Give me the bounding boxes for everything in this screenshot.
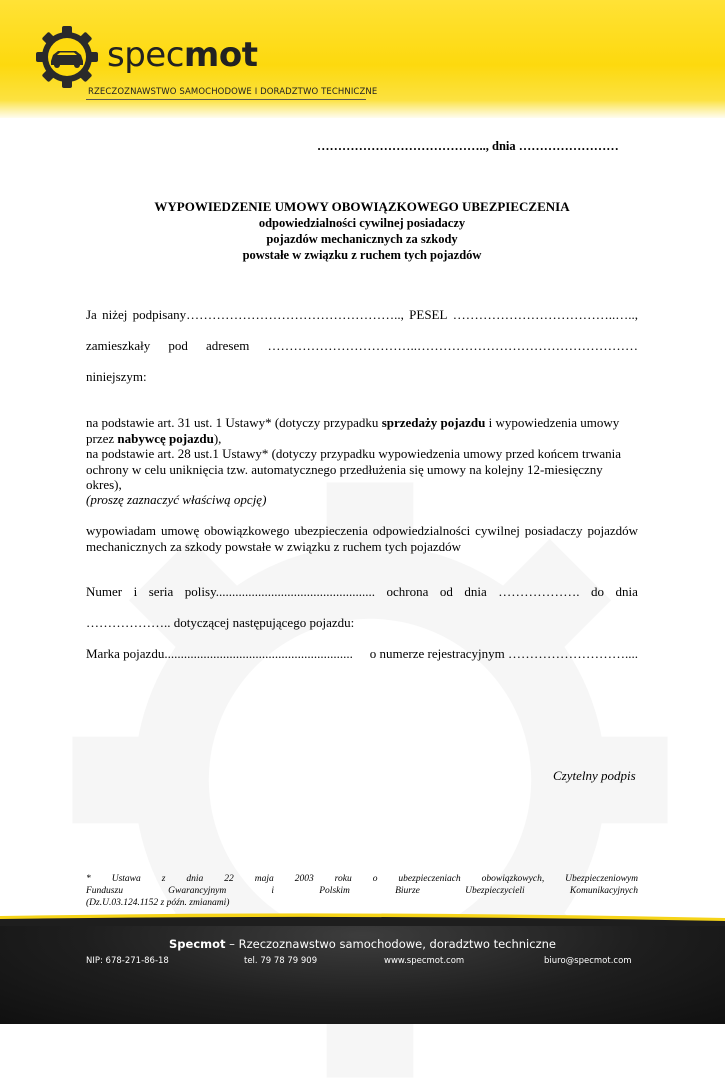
title-line-1: WYPOWIEDZENIE UMOWY OBOWIĄZKOWEGO UBEZPIECZENIA bbox=[154, 199, 570, 214]
footnote bbox=[86, 873, 638, 909]
coverage-from-field: ………………. bbox=[498, 584, 580, 599]
pesel-field: ………………………………..….., bbox=[452, 307, 638, 322]
footer-phone: tel. 79 78 79 909 bbox=[244, 956, 318, 966]
ground-option-sale bbox=[86, 415, 638, 446]
ground-sale-bold-2: nabywcę pojazdu bbox=[117, 430, 214, 446]
signatory-row bbox=[86, 307, 638, 323]
footnote-word: obowiązkowych, bbox=[481, 874, 545, 884]
ground-sale-text-e: ), bbox=[213, 430, 222, 446]
address-word-2: pod bbox=[168, 338, 188, 353]
footer-yellow-swoosh bbox=[0, 912, 725, 926]
footnote-word: * bbox=[86, 874, 91, 884]
footnote-word: Biurze bbox=[395, 886, 420, 896]
footer-company: Specmot bbox=[169, 937, 226, 951]
footnote-word: Funduszu bbox=[86, 886, 123, 896]
signatory-name-field: podpisany………………………………………….., bbox=[132, 307, 404, 322]
footer-website-link[interactable]: www.specmot.com bbox=[384, 956, 465, 966]
policy-number-field: polisy................................................. bbox=[184, 584, 375, 599]
footnote-word: roku bbox=[334, 874, 352, 884]
footnote-word: Polskim bbox=[319, 886, 350, 896]
termination-statement: wypowiadam umowę obowiązkowego ubezpieczenia odpowiedzialności cywilnej posiadaczy pojazdów mechanicznych za szkody powstałe w związku z ruchem tych pojazdów bbox=[86, 523, 638, 554]
policy-word-2: i bbox=[133, 584, 138, 599]
brand-light: spec bbox=[107, 35, 184, 75]
brand-bold: mot bbox=[183, 35, 258, 75]
footer-company-desc: – Rzeczoznawstwo samochodowe, doradztwo techniczne bbox=[225, 937, 556, 951]
footnote-word: 2003 bbox=[294, 874, 314, 884]
title-line-2: odpowiedzialności cywilnej posiadaczy bbox=[258, 216, 466, 230]
address-word-3: adresem bbox=[206, 338, 250, 353]
brand-tagline: RZECZOZNAWSTWO SAMOCHODOWE I DORADZTWO TECHNICZNE bbox=[88, 87, 378, 97]
title-line-3: pojazdów mechanicznych za szkody bbox=[266, 232, 458, 246]
footnote-word: maja bbox=[254, 874, 274, 884]
policy-word-1: Numer bbox=[86, 584, 123, 599]
brand-name bbox=[107, 35, 257, 75]
policy-word-6: od bbox=[439, 584, 453, 599]
address-field: ……………………………..…………………………………………… bbox=[267, 338, 638, 353]
policy-row bbox=[86, 584, 638, 600]
ground-sale-text-a: na podstawie art. 31 ust. 1 Ustawy* (dotyczy przypadku bbox=[86, 415, 382, 430]
vehicle-brand-field: Marka pojazdu.......................................................... bbox=[86, 646, 353, 661]
policy-word-9: do bbox=[591, 584, 604, 599]
footnote-word: Ubezpieczycieli bbox=[465, 886, 525, 896]
address-row bbox=[86, 338, 638, 354]
choose-option-note: (proszę zaznaczyć właściwą opcję) bbox=[86, 492, 267, 507]
policy-word-5: ochrona bbox=[386, 584, 429, 599]
footnote-word: Ustawa bbox=[111, 874, 141, 884]
header-fade bbox=[0, 100, 725, 120]
footnote-word: 22 bbox=[224, 874, 234, 884]
place-date-line: ………………………………….., dnia …………………… bbox=[317, 139, 619, 153]
footer-nip: NIP: 678-271-86-18 bbox=[86, 956, 169, 966]
footnote-word: Komunikacyjnych bbox=[569, 886, 638, 896]
title-line-4: powstałe w związku z ruchem tych pojazdów bbox=[242, 248, 482, 262]
address-word-1: zamieszkały bbox=[86, 338, 151, 353]
signatory-word-1: Ja bbox=[86, 307, 97, 322]
hereby-label: niniejszym: bbox=[86, 369, 147, 384]
tagline-underline bbox=[86, 99, 366, 100]
signatory-word-2: niżej bbox=[102, 307, 128, 322]
logo-gear-car-icon bbox=[34, 24, 100, 90]
ground-sale-text-c: i wypowiedzenia umowy przez bbox=[86, 415, 620, 446]
footnote-word: dnia bbox=[186, 874, 204, 884]
policy-word-7: dnia bbox=[464, 584, 487, 599]
footnote-line-2 bbox=[86, 885, 638, 897]
footnote-line-3: (Dz.U.03.124.1152 z późn. zmianami) bbox=[86, 898, 230, 908]
ground-sale-bold-1: sprzedaży pojazdu bbox=[381, 415, 486, 430]
footnote-word: i bbox=[271, 886, 275, 896]
footnote-word: Gwarancyjnym bbox=[168, 886, 227, 896]
document-title bbox=[86, 199, 638, 263]
footnote-word: o bbox=[372, 874, 378, 884]
pesel-label: PESEL bbox=[409, 307, 448, 322]
policy-word-10: dnia bbox=[615, 584, 638, 599]
footnote-word: z bbox=[161, 874, 166, 884]
policy-word-3: seria bbox=[148, 584, 174, 599]
signature-label: Czytelny podpis bbox=[553, 768, 636, 783]
ground-option-expiry: na podstawie art. 28 ust.1 Ustawy* (dotyczy przypadku wypowiedzenia umowy przed końcem trwania ochrony w celu uniknięcia tzw. automatycznego przedłużenia się umowy na kolejny 12-miesięczny okres), bbox=[86, 446, 622, 492]
footnote-word: Ubezpieczeniowym bbox=[565, 874, 638, 884]
coverage-to-line: ……………….. dotyczącej następującego pojazdu: bbox=[86, 615, 355, 630]
footnote-word: ubezpieczeniach bbox=[398, 874, 461, 884]
footnote-line-1 bbox=[86, 873, 638, 885]
registration-number-field: o numerze rejestracyjnym ……………………….... bbox=[369, 646, 638, 661]
footer-email-link[interactable]: biuro@specmot.com bbox=[544, 956, 632, 966]
vehicle-row bbox=[86, 646, 638, 662]
footer-title bbox=[0, 937, 725, 951]
